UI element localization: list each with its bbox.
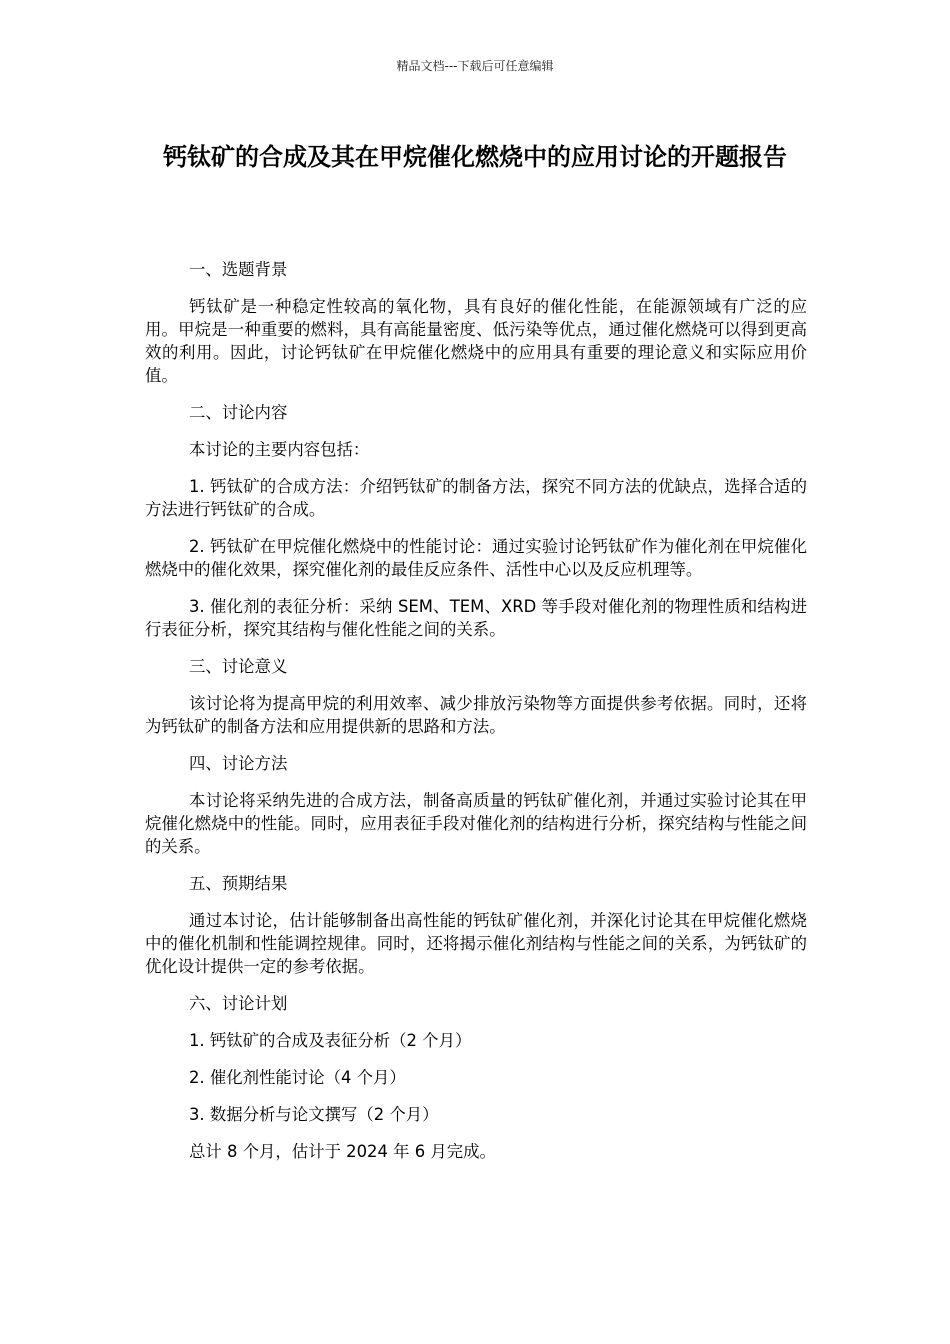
- document-body: [145, 258, 807, 1177]
- section-heading-content: 二、讨论内容: [189, 403, 288, 422]
- header-note: 精品文档---下载后可任意编辑: [396, 59, 554, 73]
- section-heading-plan: 六、讨论计划: [189, 994, 288, 1013]
- plan-item-3: 3. 数据分析与论文撰写（2 个月）: [189, 1105, 439, 1124]
- document-title: 钙钛矿的合成及其在甲烷催化燃烧中的应用讨论的开题报告: [163, 143, 787, 171]
- section-heading-significance: 三、讨论意义: [189, 657, 288, 676]
- method-paragraph: 本讨论将采纳先进的合成方法，制备高质量的钙钛矿催化剂，并通过实验讨论其在甲烷催化燃烧中的性能。同时，应用表征手段对催化剂的结构进行分析，探究结构与性能之间的关系。: [145, 791, 807, 856]
- content-intro: 本讨论的主要内容包括：: [189, 440, 370, 459]
- section-heading-method: 四、讨论方法: [189, 754, 288, 773]
- plan-item-2: 2. 催化剂性能讨论（4 个月）: [189, 1068, 406, 1087]
- content-item-2: 2. 钙钛矿在甲烷催化燃烧中的性能讨论：通过实验讨论钙钛矿作为催化剂在甲烷催化燃烧中的催化效果，探究催化剂的最佳反应条件、活性中心以及反应机理等。: [145, 537, 807, 579]
- content-item-3: 3. 催化剂的表征分析：采纳 SEM、TEM、XRD 等手段对催化剂的物理性质和结构进行表征分析，探究其结构与催化性能之间的关系。: [145, 597, 807, 639]
- expected-results-paragraph: 通过本讨论，估计能够制备出高性能的钙钛矿催化剂，并深化讨论其在甲烷催化燃烧中的催化机制和性能调控规律。同时，还将揭示催化剂结构与性能之间的关系，为钙钛矿的优化设计提供一定的参考依据。: [145, 911, 807, 976]
- section-heading-expected-results: 五、预期结果: [189, 874, 288, 893]
- plan-item-1: 1. 钙钛矿的合成及表征分析（2 个月）: [189, 1031, 472, 1050]
- significance-paragraph: 该讨论将为提高甲烷的利用效率、减少排放污染物等方面提供参考依据。同时，还将为钙钛矿的制备方法和应用提供新的思路和方法。: [145, 694, 807, 736]
- plan-total: 总计 8 个月，估计于 2024 年 6 月完成。: [189, 1142, 496, 1161]
- section-heading-background: 一、选题背景: [189, 260, 288, 279]
- content-item-1: 1. 钙钛矿的合成方法：介绍钙钛矿的制备方法，探究不同方法的优缺点，选择合适的方法进行钙钛矿的合成。: [145, 477, 807, 519]
- background-paragraph: 钙钛矿是一种稳定性较高的氧化物，具有良好的催化性能，在能源领域有广泛的应用。甲烷是一种重要的燃料，具有高能量密度、低污染等优点，通过催化燃烧可以得到更高效的利用。因此，讨论钙钛矿在甲烷催化燃烧中的应用具有重要的理论意义和实际应用价值。: [145, 297, 807, 385]
